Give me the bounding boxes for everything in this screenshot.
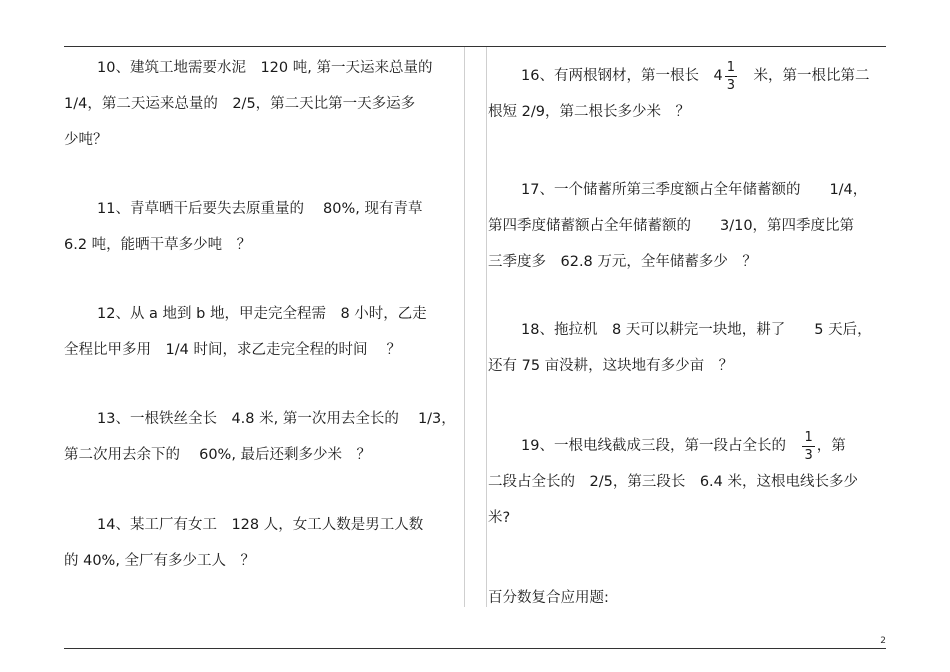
question-text: 米，第一根比第二 xyxy=(738,68,870,84)
question-line xyxy=(488,58,886,94)
question-line: 18、拖拉机 8 天可以耕完一块地，耕了 5 天后， xyxy=(521,322,872,338)
question-line: 10、建筑工地需要水泥 120 吨, 第一天运来总量的 xyxy=(97,60,433,76)
fraction-denominator: 3 xyxy=(804,447,813,463)
question-line: 根短 2/9，第二根长多少米 ？ xyxy=(488,104,690,120)
question-line: 第二次用去余下的 60%, 最后还剩多少米 ？ xyxy=(64,447,372,463)
question-line: 13、一根铁丝全长 4.8 米, 第一次用去全长的 1/3， xyxy=(97,411,456,427)
fraction xyxy=(725,61,737,92)
question-line: 6.2 吨，能晒干草多少吨 ？ xyxy=(64,237,252,253)
question-text: 16、有两根钢材，第一根长 xyxy=(521,68,714,84)
fraction-numerator: 1 xyxy=(804,429,813,445)
question-19 xyxy=(488,428,886,536)
question-17 xyxy=(488,172,886,280)
question-16 xyxy=(488,58,886,130)
question-line: 17、一个储蓄所第三季度额占全年储蓄额的 1/4， xyxy=(521,182,868,198)
question-text: ，第 xyxy=(816,438,846,454)
question-line: 米? xyxy=(488,510,511,526)
page-number: 2 xyxy=(880,636,886,646)
mixed-whole: 4 xyxy=(713,68,723,84)
question-12 xyxy=(64,296,464,368)
question-line: 第四季度储蓄额占全年储蓄额的 3/10，第四季度比第 xyxy=(488,218,855,234)
question-line xyxy=(488,428,886,464)
question-18 xyxy=(488,312,886,384)
fraction-numerator: 1 xyxy=(726,59,735,75)
mixed-number xyxy=(713,58,739,94)
question-line: 二段占全长的 2/5，第三段长 6.4 米，这根电线长多少 xyxy=(488,474,859,490)
question-line: 11、青草晒干后要失去原重量的 80%, 现有青草 xyxy=(97,201,423,217)
question-line: 三季度多 62.8 万元，全年储蓄多少 ？ xyxy=(488,254,757,270)
question-line: 12、从 a 地到 b 地，甲走完全程需 8 小时，乙走 xyxy=(97,306,427,322)
fraction xyxy=(802,431,814,462)
question-13 xyxy=(64,401,464,473)
fraction-denominator: 3 xyxy=(726,77,735,93)
question-line: 还有 75 亩没耕，这块地有多少亩 ？ xyxy=(488,358,734,374)
column-divider xyxy=(464,47,465,607)
bottom-rule xyxy=(64,648,886,649)
section-heading: 百分数复合应用题: xyxy=(488,590,609,606)
question-11 xyxy=(64,191,464,263)
question-line: 1/4，第二天运来总量的 2/5，第二天比第一天多运多 xyxy=(64,96,416,112)
question-text: 19、一根电线截成三段，第一段占全长的 xyxy=(521,438,801,454)
question-10 xyxy=(64,50,464,158)
top-rule xyxy=(64,46,886,47)
column-divider xyxy=(486,47,487,607)
question-line: 少吨？ xyxy=(64,132,108,148)
question-line: 14、某工厂有女工 128 人，女工人数是男工人数 xyxy=(97,517,424,533)
question-line: 的 40%, 全厂有多少工人 ？ xyxy=(64,553,256,569)
question-line: 全程比甲多用 1/4 时间，求乙走完全程的时间 ？ xyxy=(64,342,402,358)
question-14 xyxy=(64,507,464,579)
